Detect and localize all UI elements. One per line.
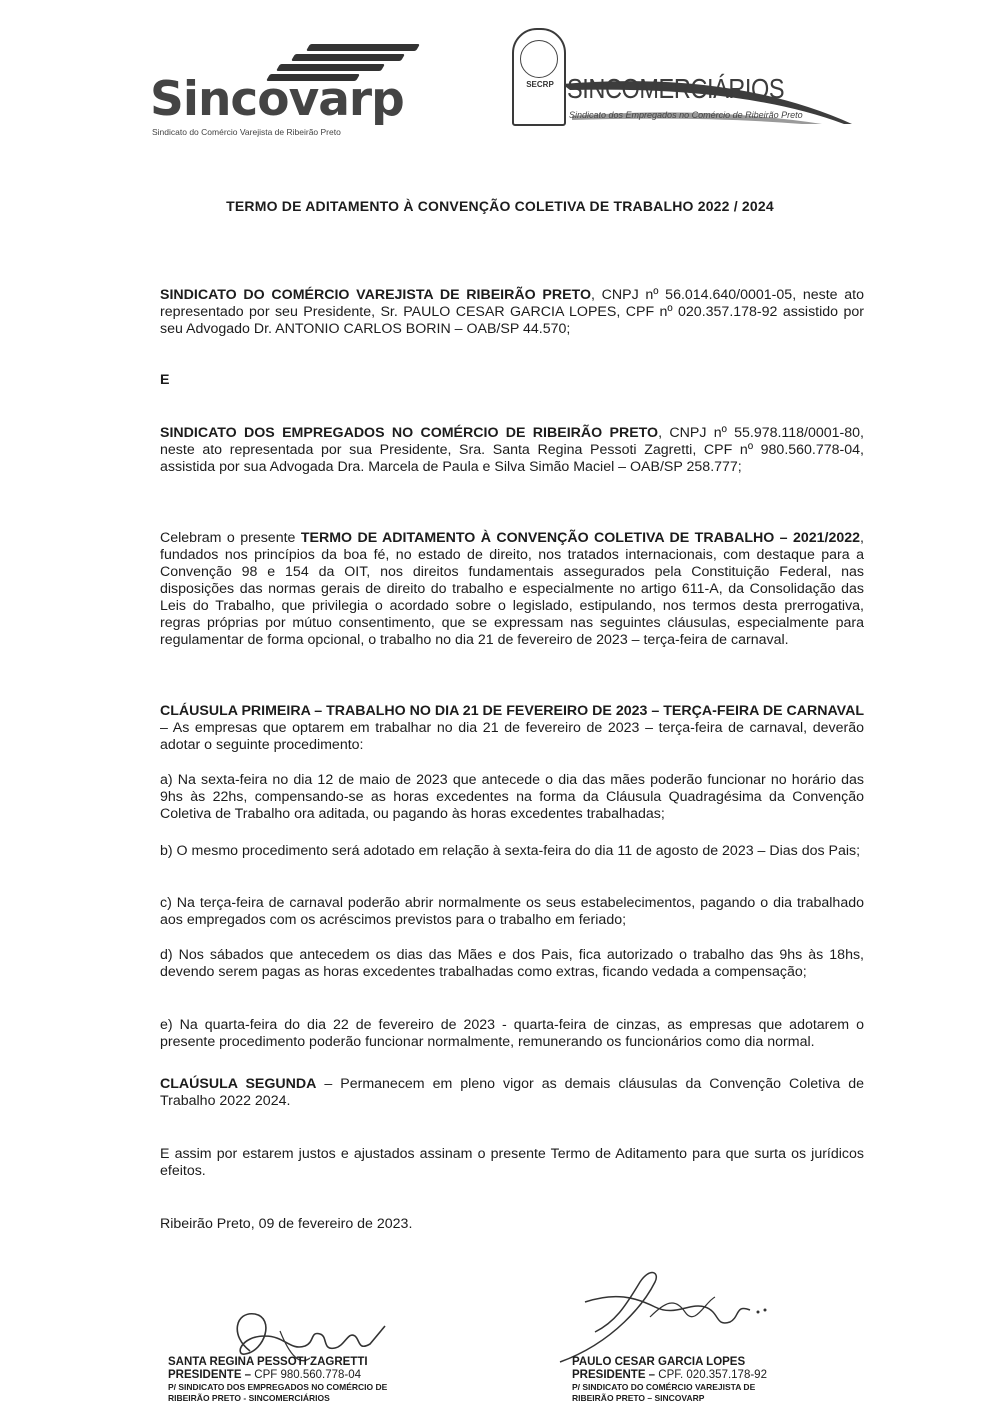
seal-emblem-icon [520, 40, 558, 78]
clause-1-paragraph [160, 703, 864, 754]
clause-2-text: – Permanecem em pleno vigor as demais cláusulas da Convenção Coletiva de Trabalho 2022 2024. [160, 1076, 864, 1109]
preamble-bold-title: TERMO DE ADITAMENTO À CONVENÇÃO COLETIVA DE TRABALHO – 2021/2022 [300, 530, 861, 546]
signer-role-line [168, 1369, 387, 1382]
signer-org-line-1: P/ SINDICATO DO COMÉRCIO VAREJISTA DE [572, 1382, 756, 1392]
document-title: TERMO DE ADITAMENTO À CONVENÇÃO COLETIVA DE TRABALHO 2022 / 2024 [226, 198, 774, 214]
party-2-text: , CNPJ nº 55.978.118/0001-80, neste ato representada por sua Presidente, Sra. Santa Regina Pessoti Zagretti, CPF nº 980.560.778-04, assistida por sua Advogada Dra. Marcela de Paula e Silva Simão Maciel – OAB/SP 258.777; [160, 425, 864, 475]
party-1-text: , CNPJ nº 56.014.640/0001-05, neste ato representado por seu Presidente, Sr. PAULO CESAR GARCIA LOPES, CPF nº 020.357.178-92 assistido por seu Advogado Dr. ANTONIO CARLOS BORIN – OAB/SP 44.570; [160, 287, 864, 337]
secrp-seal [512, 28, 566, 126]
signer-org-line-2: RIBEIRÃO PRETO - SINCOMERCIÁRIOS [168, 1393, 330, 1403]
signer-org-line-1: P/ SINDICATO DOS EMPREGADOS NO COMÉRCIO DE [168, 1382, 388, 1392]
preamble-text: , fundados nos princípios da boa fé, no estado de direito, nos tratados internacionais, com destaque para a Convenção 98 e 154 da OIT, nos direitos fundamentais assegurados pela Constituição Federal, nas disposições das normas gerais de direito do trabalho e especialmente no artigo 611-A, da Consolidação das Leis do Trabalho, que privilegia o acordado sobre o legislado, estipulando, nos termos desta prerrogativa, regras próprias por mútuo consentimento, que se expressam nas seguintes cláusulas, especialmente para regulamentar de forma opcional, o trabalho no dia 21 de fevereiro de 2023 – terça-feira de carnaval. [160, 530, 864, 648]
clause-1-text: – As empresas que optarem em trabalhar no dia 21 de fevereiro de 2023 – terça-feira de carnaval, deverão adotar o seguinte procedimento: [160, 720, 864, 753]
sincomerciarios-logo-text: SINCOMERCIÁRIOS [567, 73, 785, 104]
signature-block-sincovarp [572, 1356, 767, 1404]
logo-wing-stripe [276, 64, 385, 71]
party-1-paragraph [160, 287, 864, 338]
party-2-paragraph [160, 425, 864, 476]
clause-1-item-e: e) Na quarta-feira do dia 22 de fevereiro de 2023 - quarta-feira de cinzas, as empresas que adotarem o presente procedimento poderão funcionar normalmente, remunerando os funcionários como dia normal. [160, 1017, 864, 1050]
sincovarp-logo-subtitle: Sindicato do Comércio Varejista de Ribeirão Preto [152, 127, 341, 137]
clause-2-paragraph [160, 1076, 864, 1110]
logo-wing-stripe [306, 44, 420, 51]
clause-1-item-d: d) Nos sábados que antecedem os dias das Mães e dos Pais, fica autorizado o trabalho das 9hs às 18hs, devendo serem pagas as horas excedentes trabalhadas como extras, ficando vedada a compensação; [160, 947, 864, 980]
clause-1-heading: CLÁUSULA PRIMEIRA – TRABALHO NO DIA 21 DE FEVEREIRO DE 2023 – TERÇA-FEIRA DE CARNAVAL [160, 703, 864, 719]
sincovarp-logo [148, 40, 428, 137]
clause-2-heading: CLAÚSULA SEGUNDA [160, 1076, 317, 1092]
signer-role: PRESIDENTE – [168, 1369, 255, 1381]
closing-paragraph: E assim por estarem justos e ajustados assinam o presente Termo de Aditamento para que surta os jurídicos efeitos. [160, 1146, 864, 1179]
signature-block-sincomerciarios [168, 1356, 387, 1404]
logo-wing-stripe [291, 54, 405, 61]
signer-name: SANTA REGINA PESSOTI ZAGRETTI [168, 1356, 368, 1368]
conjunction-e: E [160, 372, 170, 388]
party-1-name: SINDICATO DO COMÉRCIO VAREJISTA DE RIBEIRÃO PRETO [160, 287, 591, 303]
seal-text: SECRP [526, 80, 554, 89]
clause-1-item-c: c) Na terça-feira de carnaval poderão abrir normalmente os seus estabelecimentos, pagando o dia trabalhado aos empregados com os acréscimos previstos para o trabalho em feriado; [160, 895, 864, 928]
preamble-start: Celebram o presente [160, 530, 301, 546]
signer-role-line [572, 1369, 767, 1382]
sincovarp-logo-text: Sincovarp [150, 72, 404, 127]
sincomerciarios-logo-subtitle: Sindicato dos Empregados no Comércio de Ribeirão Preto [569, 110, 803, 120]
clause-1-item-a: a) Na sexta-feira no dia 12 de maio de 2023 que antecede o dia das mães poderão funcionar no horário das 9hs às 22hs, compensando-se as horas excedentes na forma da Cláusula Quadragésima da Convenção Coletiva de Trabalho ora aditada, ou pagando às horas excedentes trabalhadas; [160, 772, 864, 822]
signer-cpf: CPF 980.560.778-04 [254, 1369, 362, 1381]
signer-name: PAULO CESAR GARCIA LOPES [572, 1356, 746, 1368]
preamble-paragraph [160, 530, 864, 649]
signer-cpf: CPF. 020.357.178-92 [658, 1369, 767, 1381]
signer-org-line-2: RIBEIRÃO PRETO – SINCOVARP [572, 1393, 705, 1403]
clause-1-item-b: b) O mesmo procedimento será adotado em relação à sexta-feira do dia 11 de agosto de 2023 – Dias dos Pais; [160, 843, 861, 859]
party-2-name: SINDICATO DOS EMPREGADOS NO COMÉRCIO DE RIBEIRÃO PRETO [160, 425, 659, 441]
sincomerciarios-logo [512, 28, 872, 128]
signer-role: PRESIDENTE – [572, 1369, 659, 1381]
place-and-date: Ribeirão Preto, 09 de fevereiro de 2023. [160, 1216, 413, 1232]
